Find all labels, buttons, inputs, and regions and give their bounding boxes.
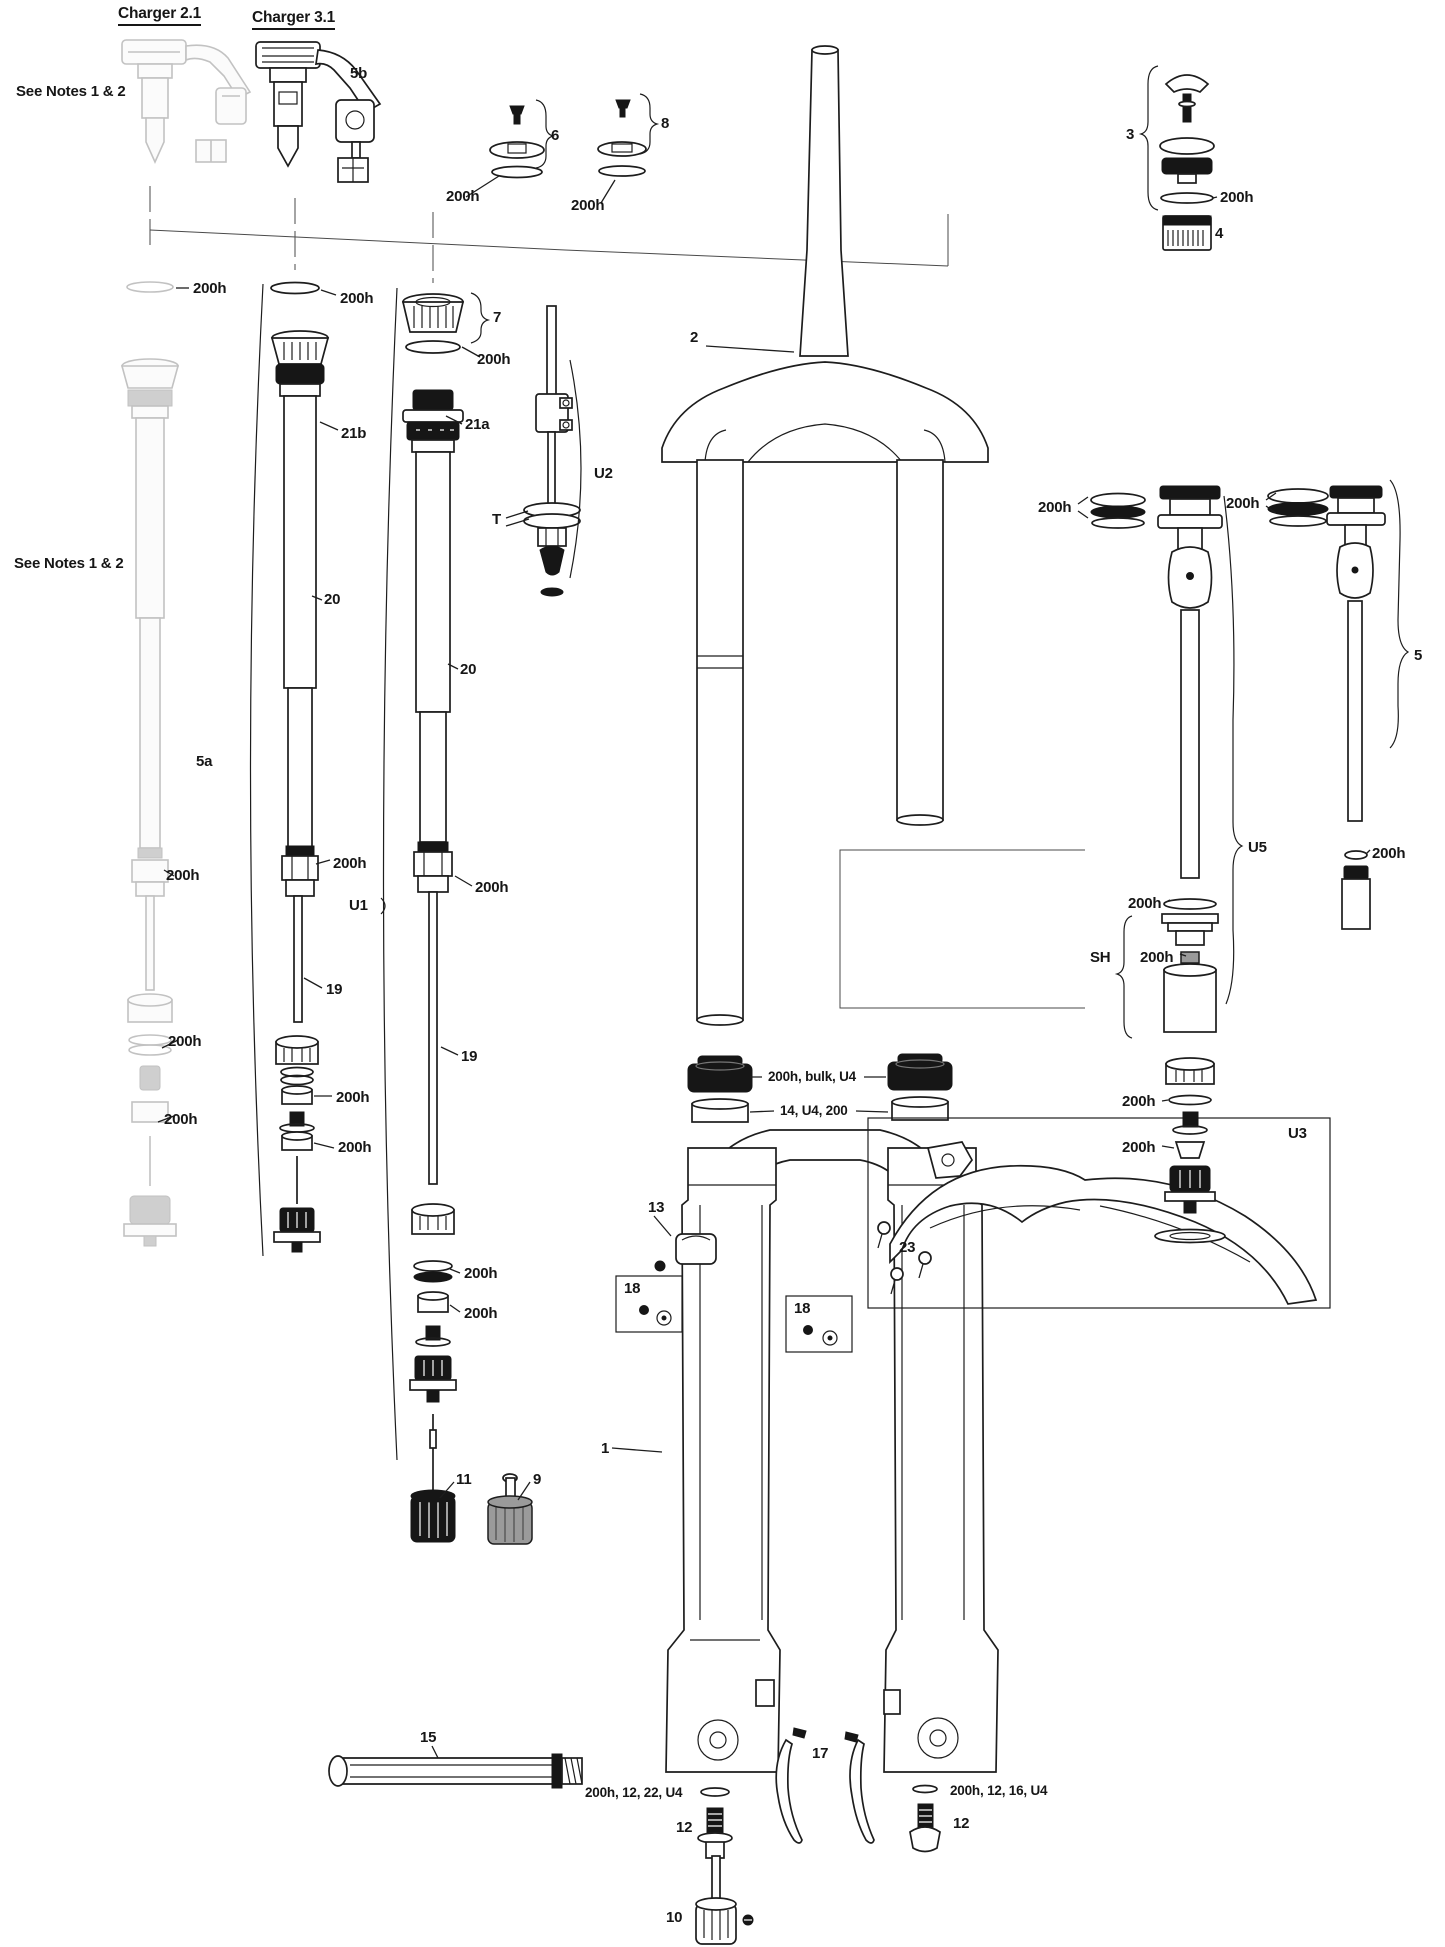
callout-7-200h: 200h: [477, 351, 511, 368]
thru-axle-15: [329, 1754, 582, 1788]
callout-13: 13: [648, 1199, 665, 1216]
air-spring-assemblies: [1091, 480, 1408, 1243]
group-3-air-topcap: [1141, 66, 1214, 210]
callout-sh2-200h: 200h: [1140, 949, 1174, 966]
damper-column-ghost: [122, 282, 178, 1246]
callout-12-left: 12: [676, 1819, 693, 1836]
callout-rc1-200h: 200h: [1122, 1093, 1156, 1110]
callout-col2-seal-200h: 200h: [333, 855, 367, 872]
callout-7: 7: [493, 309, 502, 326]
group-6-topcap: [490, 100, 553, 178]
callout-col1-s1-200h: 200h: [168, 1033, 202, 1050]
callout-sh: SH: [1090, 949, 1111, 966]
callout-8-200h: 200h: [571, 197, 605, 214]
callout-11: 11: [456, 1471, 472, 1488]
callout-stack-right-200h: 200h: [1226, 495, 1260, 512]
callout-21b: 21b: [341, 425, 367, 442]
callout-6-200h: 200h: [446, 188, 480, 205]
callout-col2-s2-200h: 200h: [338, 1139, 372, 1156]
callout-stack-left-200h: 200h: [1038, 499, 1072, 516]
callout-19-right: 19: [461, 1048, 478, 1065]
callout-5b: 5b: [350, 65, 368, 82]
callout-col1-s2-200h: 200h: [164, 1111, 198, 1128]
callout-t: T: [492, 511, 501, 528]
callout-sh1-200h: 200h: [1128, 895, 1162, 912]
adjuster-knob-9: [488, 1474, 532, 1544]
brace-7: [471, 293, 488, 343]
callout-3-200h: 200h: [1220, 189, 1254, 206]
callout-col1-seal-200h: 200h: [166, 867, 200, 884]
group-8-topcap: [598, 94, 657, 176]
callout-17: 17: [812, 1745, 829, 1762]
callout-foam-rings: 14, U4, 200: [780, 1103, 848, 1118]
damper-column-charger21: [251, 283, 329, 1257]
callout-u3: U3: [1288, 1125, 1307, 1142]
callout-3: 3: [1126, 126, 1135, 143]
callout-12-right: 12: [953, 1815, 970, 1832]
u2-shaft-assembly: [524, 306, 581, 596]
callout-5: 5: [1414, 647, 1423, 664]
callout-15: 15: [420, 1729, 437, 1746]
callout-col2-s1-200h: 200h: [336, 1089, 370, 1106]
callout-col1-top-200h: 200h: [193, 280, 227, 297]
callout-10: 10: [666, 1909, 683, 1926]
callout-8: 8: [661, 115, 670, 132]
callout-2: 2: [690, 329, 699, 346]
note-middle: See Notes 1 & 2: [14, 555, 124, 572]
callout-18-right: 18: [794, 1300, 811, 1317]
callout-bolt-left: 200h, 12, 22, U4: [585, 1785, 683, 1800]
damper-column-charger31: [381, 288, 463, 1496]
callout-5-200h: 200h: [1372, 845, 1406, 862]
callout-20-right: 20: [460, 661, 477, 678]
group-4-tokens: [1163, 216, 1211, 250]
callout-u2: U2: [594, 465, 613, 482]
heading-charger-2-1: Charger 2.1: [118, 6, 201, 26]
callout-1: 1: [601, 1440, 610, 1457]
callout-21a: 21a: [465, 416, 490, 433]
rebound-knob-11: [411, 1490, 455, 1542]
callout-col3-s2-200h: 200h: [464, 1305, 498, 1322]
callout-20-mid: 20: [324, 591, 341, 608]
heading-charger-3-1: Charger 3.1: [252, 10, 335, 30]
callout-18-left: 18: [624, 1280, 641, 1297]
callout-5a: 5a: [196, 753, 213, 770]
callout-23: 23: [899, 1239, 916, 1256]
callout-u1: U1: [349, 897, 368, 914]
callout-dust-seals: 200h, bulk, U4: [768, 1069, 856, 1084]
callout-col3-seal-200h: 200h: [475, 879, 509, 896]
callout-col3-s1-200h: 200h: [464, 1265, 498, 1282]
callout-4: 4: [1215, 225, 1224, 242]
crown-steerer-uppers: [662, 46, 988, 1025]
callout-19-mid: 19: [326, 981, 343, 998]
callout-9: 9: [533, 1471, 542, 1488]
callout-rc2-200h: 200h: [1122, 1139, 1156, 1156]
callout-bolt-right: 200h, 12, 16, U4: [950, 1783, 1048, 1798]
note-top: See Notes 1 & 2: [16, 83, 126, 100]
lower-legs-assembly: [666, 1130, 998, 1772]
charger-2-1-remote-ghost: [122, 40, 250, 162]
callout-u5: U5: [1248, 839, 1267, 856]
callout-6: 6: [551, 127, 560, 144]
callout-col2-top-200h: 200h: [340, 290, 374, 307]
charger-3-1-remote: [256, 42, 380, 182]
